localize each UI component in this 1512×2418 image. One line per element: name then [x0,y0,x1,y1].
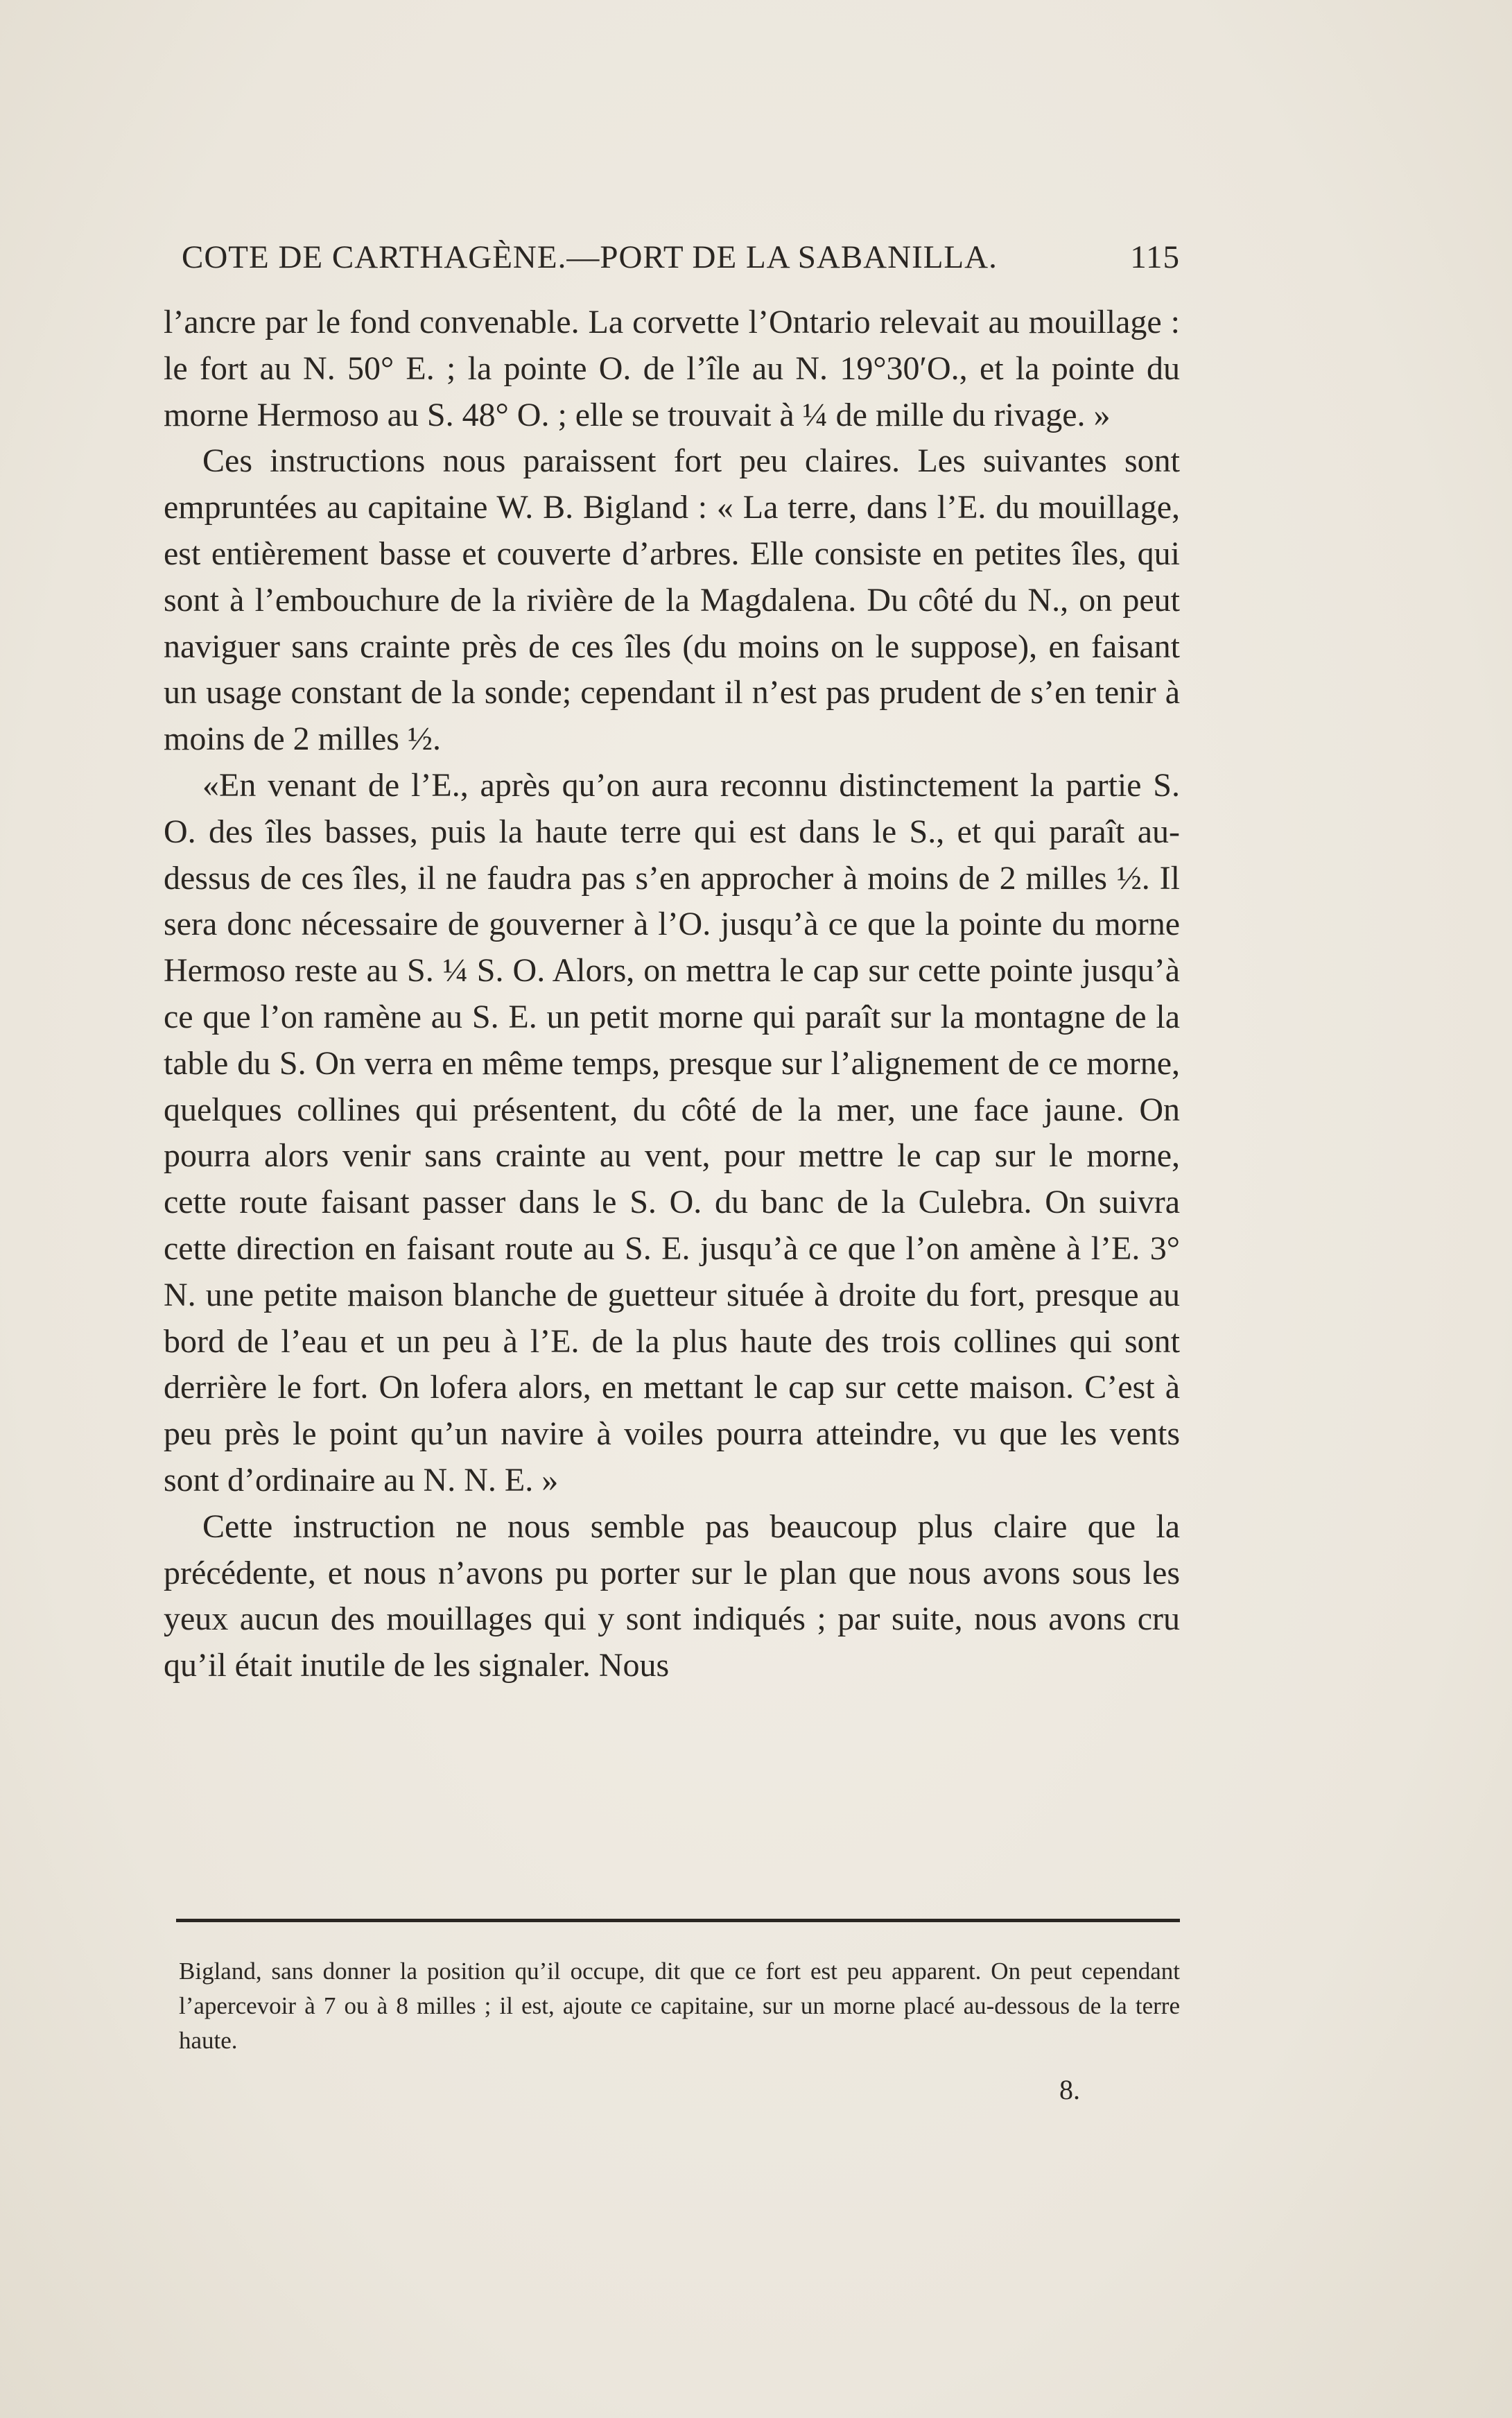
paragraph: Ces instructions nous paraissent fort peu claires. Les suivantes sont empruntées au capitaine W. B. Bigland : « La terre, dans l’E. du mouillage, est entièrement basse et couverte d’arbres. Elle consiste en petites îles, qui sont à l’embouchure de la rivière de la Magdalena. Du côté du N., on peut naviguer sans crainte près de ces îles (du moins on le suppose), en faisant un usage constant de la sonde; cependant il n’est pas prudent de s’en tenir à moins de 2 milles ½. [164,442,1180,758]
footnote-text: Bigland, sans donner la position qu’il occupe, dit que ce fort est peu apparent. On peut cependant l’apercevoir à 7 ou à 8 milles ; il est, ajoute ce capitaine, sur un morne placé au-dessous de la terre haute. [179,1958,1180,2054]
page-number: 115 [1130,239,1180,275]
header-title: COTE DE CARTHAGÈNE.—PORT DE LA SABANILLA. [182,239,998,275]
main-text [164,300,1180,1689]
paragraph: l’ancre par le fond convenable. La corvette l’Ontario relevait au mouillage : le fort au N. 50° E. ; la pointe O. de l’île au N. 19°30′O., et la pointe du morne Hermoso au S. 48° O. ; elle se trouvait à ¼ de mille du rivage. » [164,304,1180,433]
paragraph: «En venant de l’E., après qu’on aura reconnu distinctement la partie S. O. des îles basses, puis la haute terre qui est dans le S., et qui paraît au-dessus de ces îles, il ne faudra pas s’en approcher à moins de 2 milles ½. Il sera donc nécessaire de gouverner à l’O. jusqu’à ce que la pointe du morne Hermoso reste au S. ¼ S. O. Alors, on mettra le cap sur cette pointe jusqu’à ce que l’on ramène au S. E. un petit morne qui paraît sur la montagne de la table du S. On verra en même temps, presque sur l’alignement de ce morne, quelques collines qui présentent, du côté de la mer, une face jaune. On pourra alors venir sans crainte au vent, pour mettre le cap sur le morne, cette route faisant passer dans le S. O. du banc de la Culebra. On suivra cette direction en faisant route au S. E. jusqu’à ce que l’on amène à l’E. 3° N. une petite maison blanche de guetteur située à droite du fort, presque au bord de l’eau et un peu à l’E. de la plus haute des trois collines qui sont derrière le fort. On lofera alors, en mettant le cap sur cette maison. C’est à peu près le point qu’un navire à voiles pourra atteindre, vu que les vents sont d’ordinaire au N. N. E. » [164,766,1180,1499]
footnote [179,1954,1180,2058]
paragraph: Cette instruction ne nous semble pas beaucoup plus claire que la précédente, et nous n’avons pu porter sur le plan que nous avons sous les yeux aucun des mouillages qui y sont indiqués ; par suite, nous avons cru qu’il était inutile de les signaler. Nous [164,1508,1180,1684]
footnote-divider [176,1919,1180,1922]
running-header [182,239,1180,276]
signature-mark: 8. [1059,2074,1080,2105]
